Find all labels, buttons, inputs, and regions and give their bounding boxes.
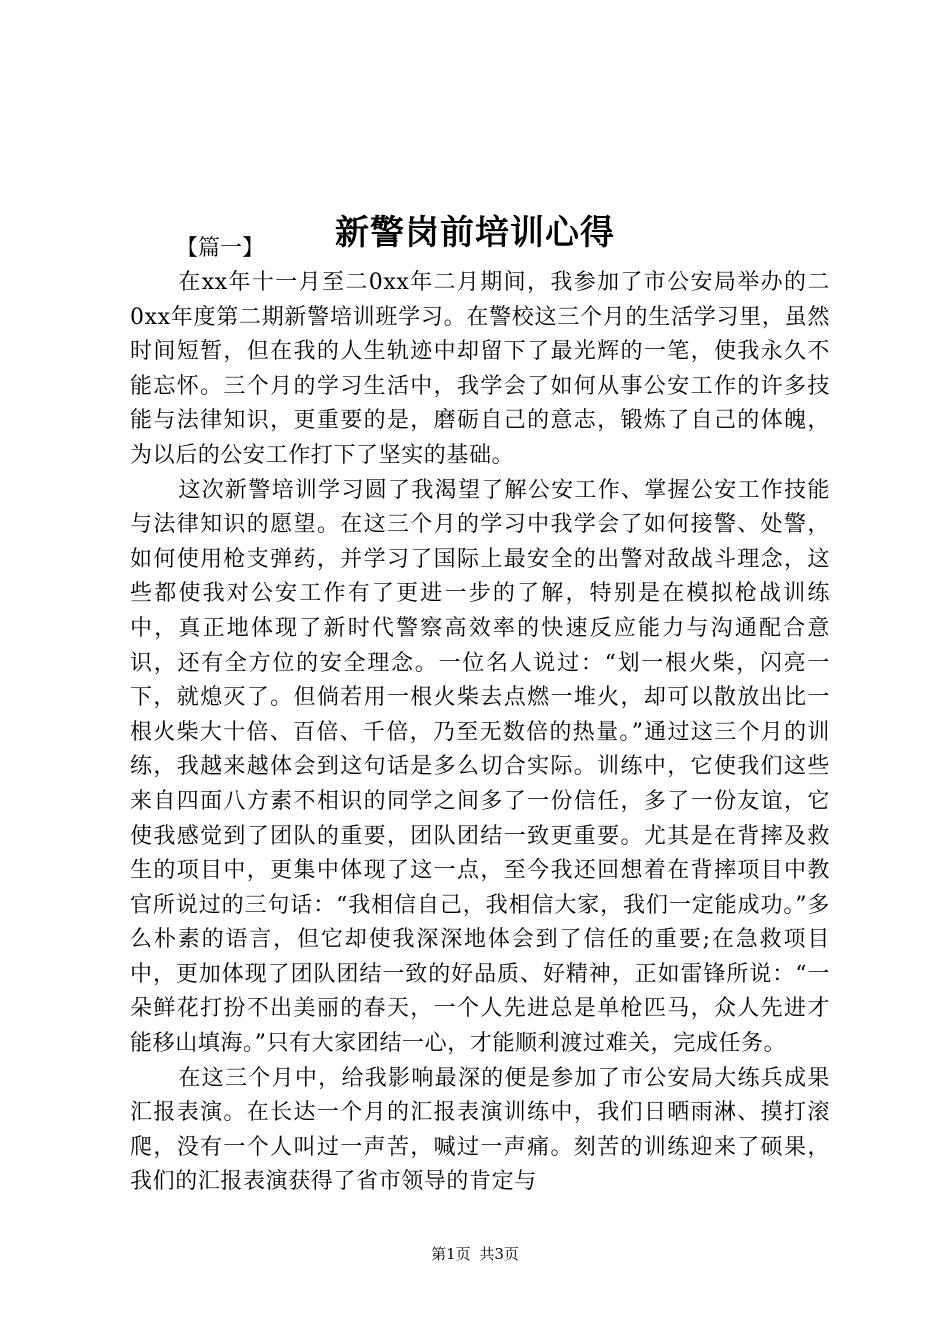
paragraph-3: 在这三个月中，给我影响最深的便是参加了市公安局大练兵成果汇报表演。在长达一个月的汇报表演训练中，我们日晒雨淋、摸打滚爬，没有一个人叫过一声苦，喊过一声痛。刻苦的训练迎来了硕果，我们的汇报表演获得了省市领导的肯定与 [130,1065,830,1195]
section-label: 【篇一】 [176,236,265,261]
page-footer [0,1244,950,1264]
document-body [130,232,830,1200]
page-number: 第1页 [431,1245,471,1263]
paragraph-1: 在xx年十一月至二0xx年二月期间，我参加了市公安局举办的二0xx年度第二期新警培训班学习。在警校这三个月的生活学习里，虽然时间短暂，但在我的人生轨迹中却留下了最光辉的一笔，使我永久不能忘怀。三个月的学习生活中，我学会了如何从事公安工作的许多技能与法律知识，更重要的是，磨砺自己的意志，锻炼了自己的体魄，为以后的公安工作打下了坚实的基础。 [130,270,830,468]
paragraph-2: 这次新警培训学习圆了我渴望了解公安工作、掌握公安工作技能与法律知识的愿望。在这三个月的学习中我学会了如何接警、处警，如何使用枪支弹药，并学习了国际上最安全的出警对敌战斗理念，这些都使我对公安工作有了更进一步的了解，特别是在模拟枪战训练中，真正地体现了新时代警察高效率的快速反应能力与沟通配合意识，还有全方位的安全理念。一位名人说过：“划一根火柴，闪亮一下，就熄灭了。但倘若用一根火柴去点燃一堆火，却可以散放出比一根火柴大十倍、百倍、千倍，乃至无数倍的热量。”通过这三个月的训练，我越来越体会到这句话是多么切合实际。训练中，它使我们这些来自四面八方素不相识的同学之间多了一份信任，多了一份友谊，它使我感觉到了团队的重要，团队团结一致更重要。尤其是在背摔及救生的项目中，更集中体现了这一点，至今我还回想着在背摔项目中教官所说过的三句话：“我相信自己，我相信大家，我们一定能成功。”多么朴素的语言，但它却使我深深地体会到了信任的重要;在急救项目中，更加体现了团队团结一致的好品质、好精神，正如雷锋所说：“一朵鲜花打扮不出美丽的春天，一个人先进总是单枪匹马，众人先进才能移山填海。”只有大家团结一心，才能顺利渡过难关，完成任务。 [130,477,830,1057]
document-title: 新警岗前培训心得 [335,212,615,253]
page-total: 共3页 [479,1245,519,1263]
